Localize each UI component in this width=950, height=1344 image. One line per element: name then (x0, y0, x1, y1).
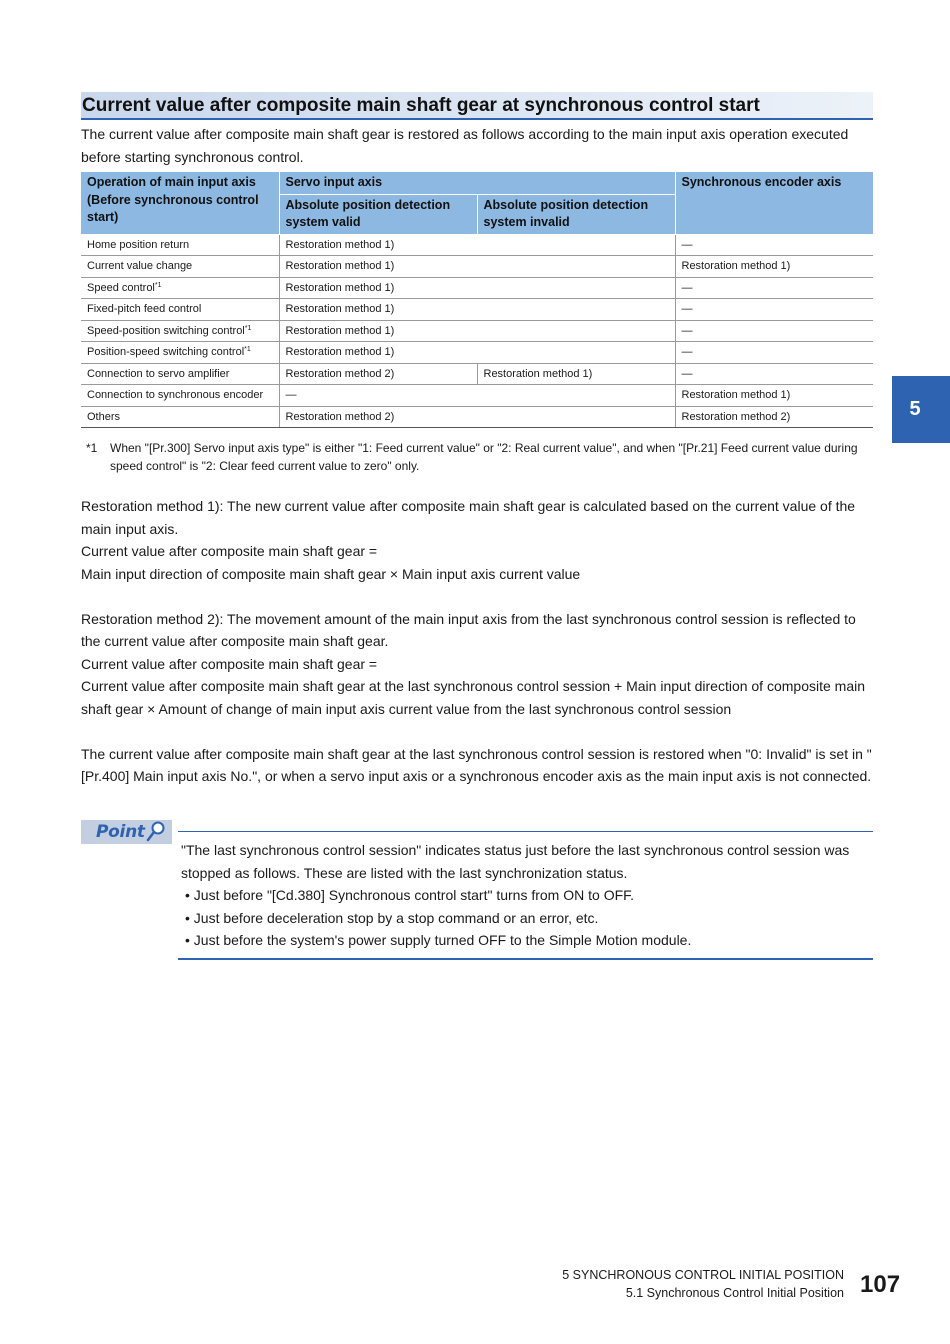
point-badge (81, 820, 172, 844)
row-servo-value: — (279, 385, 675, 407)
method1-formula-rhs: Main input direction of composite main shaft gear × Main input axis current value (81, 565, 581, 582)
row-operation: Fixed-pitch feed control (81, 299, 279, 321)
row-operation: Speed control$^{*1}$ (81, 277, 279, 299)
header-synchronous-encoder-axis: Synchronous encoder axis (675, 172, 873, 234)
row-servo-value: Restoration method 1) (279, 342, 675, 364)
point-bullet: • Just before deceleration stop by a stop command or an error, etc. (185, 909, 599, 926)
row-encoder-value: — (675, 234, 873, 256)
magnifier-icon (143, 820, 167, 844)
row-operation: Home position return (81, 234, 279, 256)
header-abs-valid: Absolute position detection system valid (279, 194, 477, 234)
header-abs-invalid: Absolute position detection system invalid (477, 194, 675, 234)
row-servo-value: Restoration method 1) (279, 234, 675, 256)
row-encoder-value: — (675, 363, 873, 385)
row-servo-value: Restoration method 1) (279, 320, 675, 342)
row-operation: Current value change (81, 256, 279, 278)
method2-formula-rhs: Current value after composite main shaft gear at the last synchronous control session + Main input direction of composite main shaft gear × Amount of change of main input axis current value from the last synchronous control session (81, 678, 866, 717)
row-operation: Connection to synchronous encoder (81, 385, 279, 407)
row-servo-value: Restoration method 2) (279, 406, 675, 428)
table-row (81, 277, 873, 299)
footnote-ref: *1 (244, 324, 252, 332)
chapter-tab: 5 (892, 376, 950, 443)
footnote-ref: *1 (154, 281, 162, 289)
footer-section: 5.1 Synchronous Control Initial Position (625, 1286, 844, 1300)
point-intro: "The last synchronous control session" indicates status just before the last synchronous control session was stopped as follows. These are listed with the last synchronization status. (181, 842, 850, 881)
row-operation: Others (81, 406, 279, 428)
footnote-ref: *1 (244, 346, 251, 353)
method2-description: Restoration method 2): The movement amount of the main input axis from the last synchronous control session is reflected to the current value after composite main shaft gear. (81, 610, 856, 649)
table-row (81, 320, 873, 342)
intro-paragraph: The current value after composite main shaft gear is restored as follows according to the main input axis operation executed before starting synchronous control. (81, 126, 849, 165)
point-label: Point (96, 822, 145, 842)
table-row (81, 234, 873, 256)
table-row (81, 299, 873, 321)
footnote-text: When "[Pr.300] Servo input axis type" is either "1: Feed current value" or "2: Real current value", and when "[Pr.21] Feed current value during speed control" is "2: Clear feed current value to zero" only. (110, 441, 858, 473)
row-encoder-value: — (675, 342, 873, 364)
row-encoder-value: — (675, 299, 873, 321)
table-row (81, 342, 873, 364)
point-rule-bottom (178, 958, 873, 960)
row-operation: Speed-position switching control$^{*1}$ (81, 320, 279, 342)
row-servo-valid-value: Restoration method 2) (279, 363, 477, 385)
method2-formula-lhs: Current value after composite main shaft gear = (81, 655, 378, 672)
point-bullet: • Just before the system's power supply turned OFF to the Simple Motion module. (185, 932, 692, 948)
row-servo-invalid-value: Restoration method 1) (477, 363, 675, 385)
table-row (81, 406, 873, 428)
row-servo-value: Restoration method 1) (279, 256, 675, 278)
row-encoder-value: Restoration method 1) (675, 256, 873, 278)
point-rule-top (178, 831, 873, 832)
row-encoder-value: Restoration method 2) (675, 406, 873, 428)
row-servo-value: Restoration method 1) (279, 299, 675, 321)
table-row (81, 363, 873, 385)
point-content (181, 839, 876, 952)
method1-description: Restoration method 1): The new current value after composite main shaft gear is calculated based on the current value of the main input axis. (81, 498, 856, 537)
page-number: 107 (860, 1271, 901, 1298)
row-encoder-value: Restoration method 1) (675, 385, 873, 407)
restoration-methods (81, 495, 876, 788)
footnote-mark: *1 (86, 441, 98, 455)
header-operation: Operation of main input axis (Before synchronous control start) (81, 172, 279, 234)
row-operation: Position-speed switching control$^{*1}$ (81, 342, 279, 364)
restore-note: The current value after composite main shaft gear at the last synchronous control session is restored when "0: Invalid" is set in "[Pr.400] Main input axis No.", or when a servo input axis or a synchronous encoder axis as the main input axis is not connected. (81, 745, 872, 784)
method1-formula-lhs: Current value after composite main shaft gear = (81, 543, 378, 559)
point-bullet: • Just before "[Cd.380] Synchronous control start" turns from ON to OFF. (185, 887, 635, 903)
footer-chapter: 5 SYNCHRONOUS CONTROL INITIAL POSITION (562, 1268, 844, 1282)
table-row (81, 385, 873, 407)
section-title: Current value after composite main shaft gear at synchronous control start (81, 92, 873, 120)
table-header-row (81, 172, 873, 194)
row-operation: Connection to servo amplifier (81, 363, 279, 385)
restoration-table (81, 172, 873, 428)
row-encoder-value: — (675, 277, 873, 299)
row-servo-value: Restoration method 1) (279, 277, 675, 299)
table-row (81, 256, 873, 278)
row-encoder-value: — (675, 320, 873, 342)
header-servo-input-axis: Servo input axis (279, 172, 675, 194)
